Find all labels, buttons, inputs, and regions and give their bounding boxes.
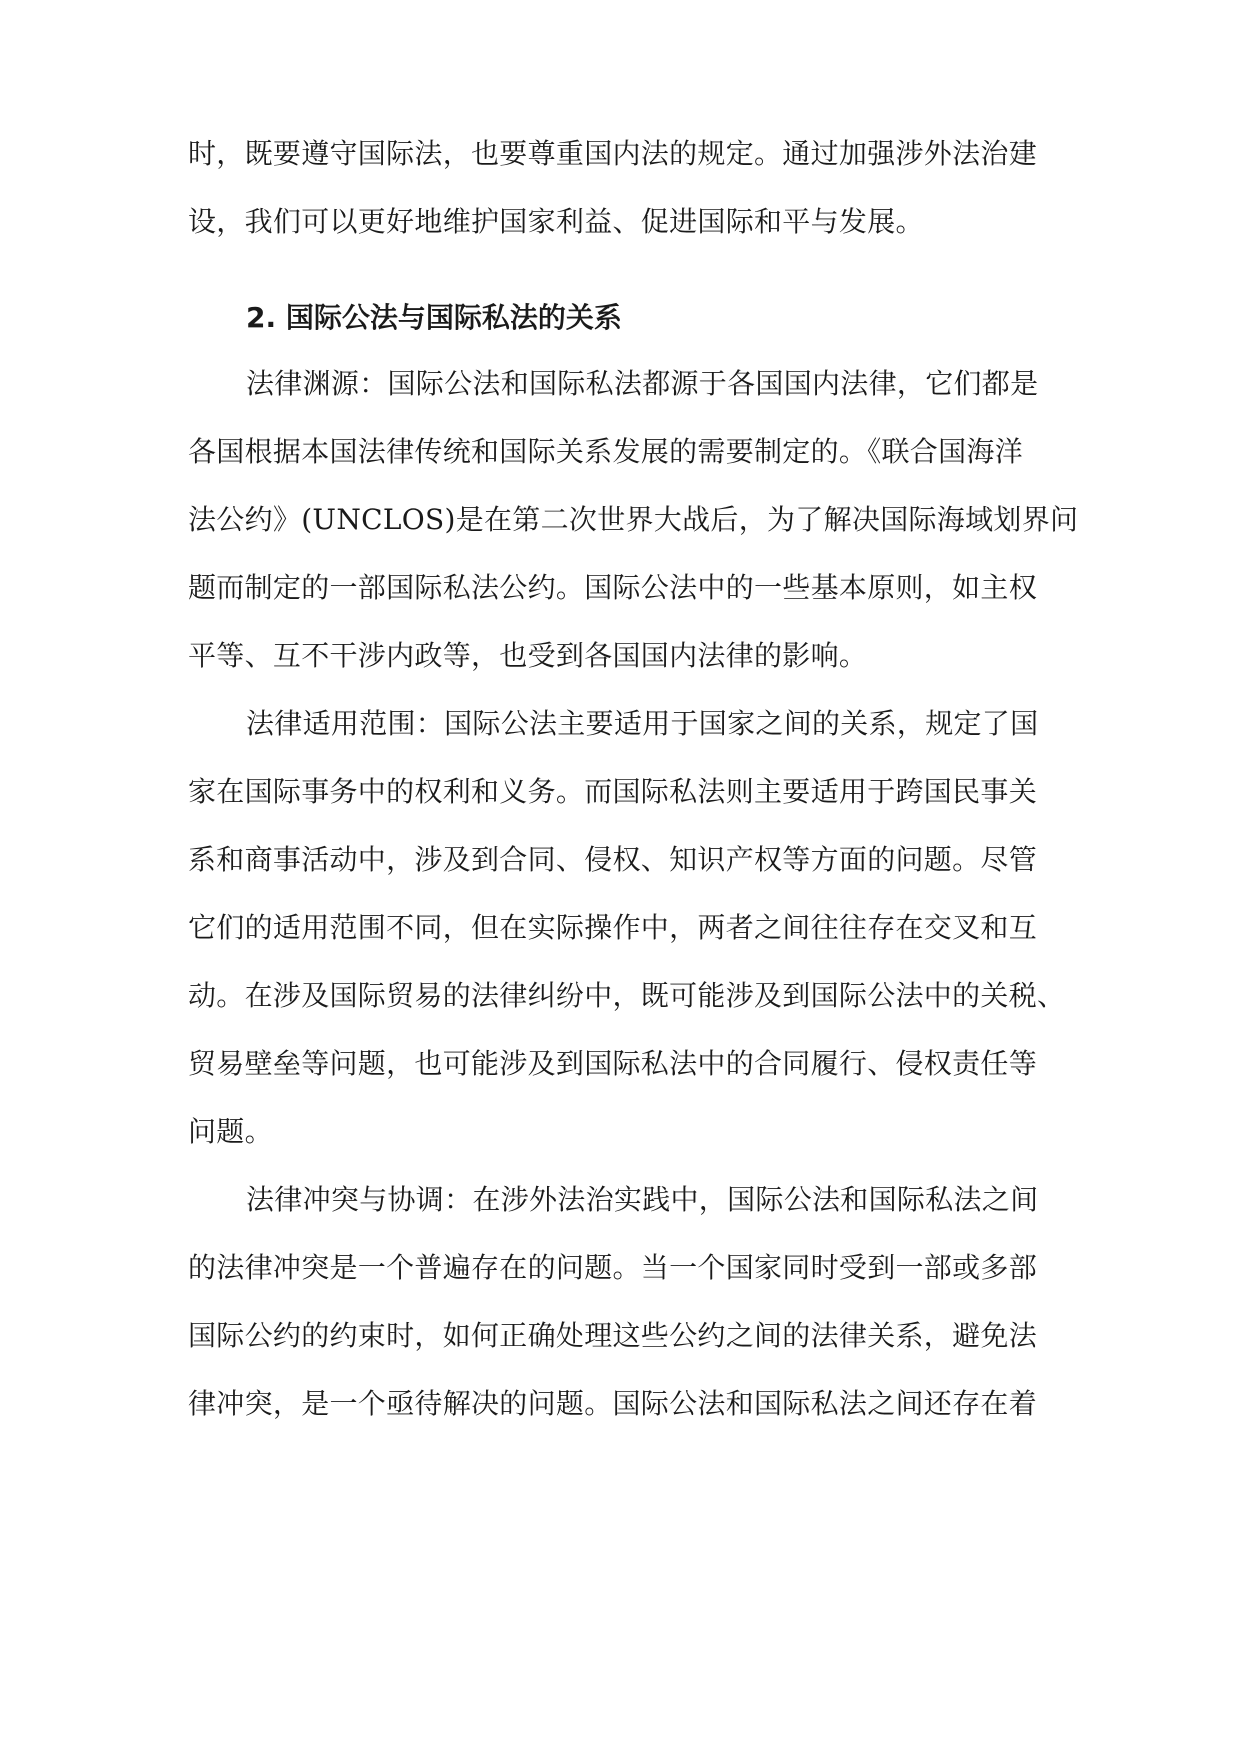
text-line: 法公约》(UNCLOS)是在第二次世界大战后，为了解决国际海域划界问 (188, 503, 1079, 536)
text-line: 系和商事活动中，涉及到合同、侵权、知识产权等方面的问题。尽管 (188, 843, 1038, 876)
text-line: 设，我们可以更好地维护国家利益、促进国际和平与发展。 (188, 205, 924, 238)
text-line: 动。在涉及国际贸易的法律纠纷中，既可能涉及到国际公法中的关税、 (188, 979, 1066, 1012)
text-line: 各国根据本国法律传统和国际关系发展的需要制定的。《联合国海洋 (188, 435, 1024, 468)
text-line: 的法律冲突是一个普遍存在的问题。当一个国家同时受到一部或多部 (188, 1251, 1038, 1284)
text-line: 问题。 (188, 1115, 273, 1148)
text-line: 律冲突，是一个亟待解决的问题。国际公法和国际私法之间还存在着 (188, 1387, 1038, 1420)
text-line: 它们的适用范围不同，但在实际操作中，两者之间往往存在交叉和互 (188, 911, 1038, 944)
text-line: 家在国际事务中的权利和义务。而国际私法则主要适用于跨国民事关 (188, 775, 1038, 808)
text-line: 题而制定的一部国际私法公约。国际公法中的一些基本原则，如主权 (188, 571, 1038, 604)
section-heading: 2. 国际公法与国际私法的关系 (246, 301, 622, 334)
text-line: 法律适用范围：国际公法主要适用于国家之间的关系，规定了国 (246, 707, 1039, 740)
text-line: 法律冲突与协调：在涉外法治实践中，国际公法和国际私法之间 (246, 1183, 1039, 1216)
text-line: 法律渊源：国际公法和国际私法都源于各国国内法律，它们都是 (246, 367, 1039, 400)
text-line: 国际公约的约束时，如何正确处理这些公约之间的法律关系，避免法 (188, 1319, 1038, 1352)
text-line: 贸易壁垒等问题，也可能涉及到国际私法中的合同履行、侵权责任等 (188, 1047, 1038, 1080)
text-line: 时，既要遵守国际法，也要尊重国内法的规定。通过加强涉外法治建 (188, 137, 1038, 170)
text-line: 平等、互不干涉内政等，也受到各国国内法律的影响。 (188, 639, 868, 672)
